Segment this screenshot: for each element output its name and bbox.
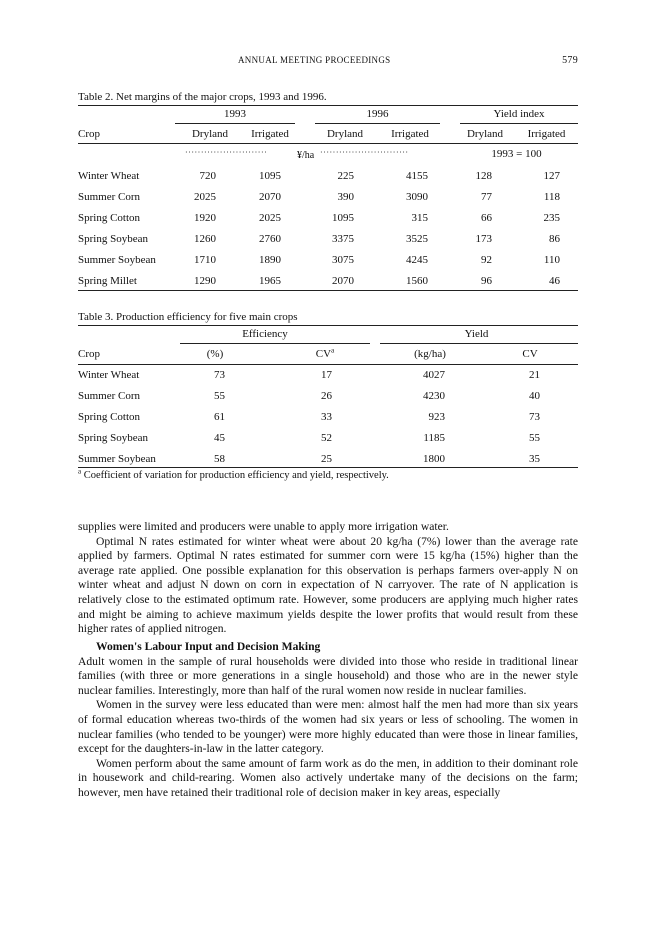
group-header: 1993	[224, 108, 246, 120]
table-cell: 390	[337, 191, 354, 203]
paragraph: Women perform about the same amount of farm work as do the men, in addition to their dominant role in housework and child-rearing. Women also actively undertake many of the decisions on the farm; however, men have retained their traditional role of decision maker in key areas, especially	[78, 756, 578, 799]
table-cell: 118	[543, 191, 560, 203]
table-cell: 4230	[423, 390, 445, 402]
table-cell: 58	[214, 453, 225, 465]
running-title: ANNUAL MEETING PROCEEDINGS	[238, 55, 391, 65]
row-label: Spring Cotton	[78, 411, 141, 423]
table-cell: 26	[321, 390, 332, 402]
table-3-caption: Table 3. Production efficiency for five main crops	[78, 311, 298, 323]
column-header: (kg/ha)	[414, 348, 446, 360]
table-cell: 35	[529, 453, 540, 465]
table-cell: 1965	[259, 275, 281, 287]
section-heading: Women's Labour Input and Decision Making	[96, 640, 321, 653]
table-cell: 46	[549, 275, 560, 287]
group-rule	[175, 123, 295, 124]
row-label: Summer Soybean	[78, 453, 156, 465]
table-cell: 4027	[423, 369, 445, 381]
table-cell: 73	[214, 369, 225, 381]
column-header: $CV^a$	[315, 346, 335, 360]
table-cell: 52	[321, 432, 332, 444]
index-label: 1993 = 100	[491, 148, 542, 160]
table-cell: 25	[321, 453, 332, 465]
table-cell: 4245	[406, 254, 428, 266]
column-header: Crop	[78, 348, 100, 360]
column-header: Irrigated	[251, 128, 289, 140]
paragraph: Adult women in the sample of rural households were divided into those who reside in traditional linear families (with three or more generations in a single household) and those who are in the newer style nuclear families. Interestingly, more than half of the rural women now reside in nuclear families.	[78, 654, 578, 697]
table-cell: 1800	[423, 453, 445, 465]
row-label: Summer Corn	[78, 390, 141, 402]
column-header: Dryland	[326, 128, 364, 140]
table-cell: 128	[475, 170, 492, 182]
table-cell: 3090	[406, 191, 428, 203]
table-rule	[78, 467, 578, 468]
table-2-caption: Table 2. Net margins of the major crops, 1993 and 1996.	[78, 91, 327, 103]
running-header	[78, 55, 578, 71]
table-cell: 110	[543, 254, 560, 266]
table-cell: 4155	[406, 170, 428, 182]
column-header: Irrigated	[391, 128, 429, 140]
section	[78, 640, 578, 801]
row-label: Winter Wheat	[78, 170, 140, 182]
table-cell: 3375	[332, 233, 354, 245]
table-cell: 1920	[194, 212, 216, 224]
table-footnote: $^a$ Coefficient of variation for production efficiency and yield, respectively.	[78, 467, 389, 481]
row-label: Winter Wheat	[78, 369, 140, 381]
table-cell: 33	[321, 411, 332, 423]
table-cell: 720	[199, 170, 216, 182]
table-cell: 2760	[259, 233, 281, 245]
table-cell: 225	[337, 170, 354, 182]
table-rule	[78, 325, 578, 326]
table-cell: 2025	[194, 191, 216, 203]
dotted-leader: ··························	[185, 148, 268, 157]
table-cell: 1095	[259, 170, 281, 182]
table-cell: 1095	[332, 212, 354, 224]
table-cell: 92	[481, 254, 492, 266]
group-header: Yield	[464, 328, 489, 340]
table-cell: 45	[214, 432, 225, 444]
paragraph: supplies were limited and producers were unable to apply more irrigation water.	[78, 520, 449, 533]
table-cell: 3075	[332, 254, 354, 266]
paragraph: Optimal N rates estimated for winter wheat were about 20 kg/ha (7%) lower than the average rate applied by farmers. Optimal N rates estimated for summer corn were 15 kg/ha (15%) higher than the average rate applied. One possible explanation for this observation is perhaps farmers over-apply N on winter wheat and adjust N down on corn in expectation of N carryover. The rate of N application is relatively close to the estimated optimum rate. However, some producers are applying much higher rates and might be aiming to achieve maximum yields despite the lower profits that would result from these higher rates of applied nitrogen.	[78, 534, 578, 636]
table-cell: 77	[481, 191, 492, 203]
table-cell: 86	[549, 233, 560, 245]
table-cell: 2070	[259, 191, 281, 203]
group-rule	[180, 343, 370, 344]
table-cell: 40	[529, 390, 540, 402]
table-cell: 1290	[194, 275, 216, 287]
footnote-marker: a	[78, 467, 82, 476]
table-cell: 66	[481, 212, 492, 224]
table-cell: 235	[543, 212, 560, 224]
table-cell: 127	[543, 170, 560, 182]
table-cell: 2070	[332, 275, 354, 287]
body-text	[78, 520, 578, 637]
table-rule	[78, 364, 578, 365]
column-header: (%)	[206, 348, 224, 360]
table-cell: 17	[321, 369, 332, 381]
table-cell: 55	[214, 390, 225, 402]
paragraph: Women in the survey were less educated than were men: almost half the men had more than six years of formal education whereas two-thirds of the women had six years or less of schooling. The women in nuclear families (who tended to be younger) were more highly educated than were those in linear families, except for the daughters-in-law in the latter category.	[78, 698, 578, 756]
table-cell: 1890	[259, 254, 281, 266]
row-label: Spring Cotton	[78, 212, 141, 224]
group-rule	[315, 123, 440, 124]
table-cell: 173	[475, 233, 492, 245]
footnote-marker: a	[331, 346, 335, 355]
table-cell: 2025	[259, 212, 281, 224]
page-number: 579	[562, 55, 578, 66]
table-rule	[78, 143, 578, 144]
column-header: Dryland	[191, 128, 229, 140]
table-rule	[78, 105, 578, 106]
table-cell: 96	[481, 275, 492, 287]
group-header: Efficiency	[242, 328, 288, 340]
table-cell: 3525	[406, 233, 428, 245]
group-header: Yield index	[493, 108, 545, 120]
group-rule	[460, 123, 578, 124]
table-cell: 1185	[423, 432, 445, 444]
table-rule	[78, 290, 578, 291]
table-cell: 1710	[194, 254, 216, 266]
row-label: Spring Millet	[78, 275, 137, 287]
column-header: Crop	[78, 128, 100, 140]
column-header: Dryland	[466, 128, 504, 140]
dotted-leader: ····························	[320, 148, 409, 157]
row-label: Spring Soybean	[78, 233, 148, 245]
unit-label: ¥/ha	[297, 150, 315, 161]
table-cell: 1560	[406, 275, 428, 287]
row-label: Summer Soybean	[78, 254, 156, 266]
table-cell: 923	[428, 411, 445, 423]
row-label: Spring Soybean	[78, 432, 148, 444]
column-header: Irrigated	[527, 128, 566, 140]
table-cell: 1260	[194, 233, 216, 245]
group-header: 1996	[366, 108, 389, 120]
table-cell: 21	[529, 369, 540, 381]
group-rule	[380, 343, 578, 344]
row-label: Summer Corn	[78, 191, 141, 203]
table-cell: 55	[529, 432, 540, 444]
column-header: CV	[522, 348, 538, 360]
table-cell: 61	[214, 411, 225, 423]
table-cell: 73	[529, 411, 540, 423]
table-cell: 315	[411, 212, 428, 224]
